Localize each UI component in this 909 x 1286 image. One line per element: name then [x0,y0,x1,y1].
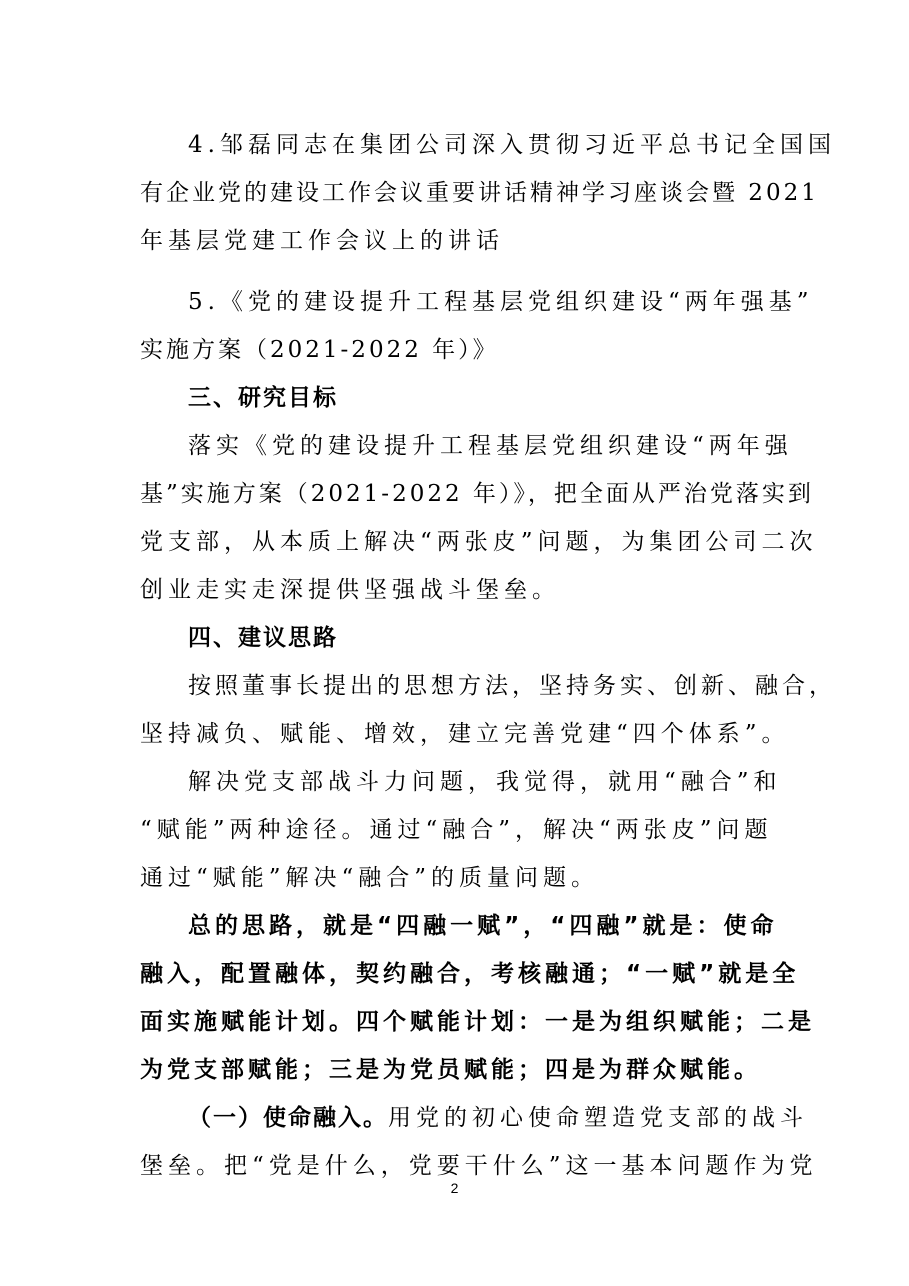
paragraph-line: 通过“赋能”解决“融合”的质量问题。 [140,865,600,891]
reference-item-5: 5.《党的建设提升工程基层党组织建设“两年强基” [188,289,814,315]
reference-item-4-cont: 有企业党的建设工作会议重要讲话精神学习座谈会暨 2021 [140,180,819,206]
paragraph-line: “赋能”两种途径。通过“融合”，解决“两张皮”问题 [140,817,773,843]
section-heading-research-goal: 三、研究目标 [188,385,338,411]
paragraph-line: 按照董事长提出的思想方法，坚持务实、创新、融合， [188,673,836,699]
bold-summary-line: 面实施赋能计划。四个赋能计划：一是为组织赋能；二是 [140,1009,815,1035]
reference-item-4: 4.邹磊同志在集团公司深入贯彻习近平总书记全国国 [188,132,836,158]
reference-item-5-cont: 实施方案（2021-2022 年）》 [140,337,499,363]
subsection-label: （一）使命融入。 [188,1105,388,1131]
paragraph-line: 落实《党的建设提升工程基层党组织建设“两年强 [188,433,793,459]
bold-summary-line: 总的思路，就是“四融一赋”，“四融”就是：使命 [188,913,778,939]
paragraph-line: 党支部，从本质上解决“两张皮”问题，为集团公司二次 [140,529,818,555]
reference-item-4-cont: 年基层党建工作会议上的讲话 [140,228,504,254]
bold-summary-line: 融入，配置融体，契约融合，考核融通；“一赋”就是全 [140,961,800,987]
paragraph-line: 基”实施方案（2021-2022 年）》，把全面从严治党落实到 [140,481,814,507]
paragraph-line: 创业走实走深提供坚强战斗堡垒。 [140,577,560,603]
paragraph-line: 解决党支部战斗力问题，我觉得，就用“融合”和 [188,769,782,795]
section-heading-suggestions: 四、建议思路 [188,625,338,651]
paragraph-line [188,1103,808,1133]
subsection-text: 用党的初心使命塑造党支部的战斗 [388,1105,808,1131]
page-number: 2 [450,1180,459,1196]
paragraph-line: 坚持减负、赋能、增效，建立完善党建“四个体系”。 [140,721,790,747]
bold-summary-line: 为党支部赋能；三是为党员赋能；四是为群众赋能。 [140,1057,761,1083]
paragraph-line: 堡垒。把“党是什么，党要干什么”这一基本问题作为党 [140,1153,818,1179]
